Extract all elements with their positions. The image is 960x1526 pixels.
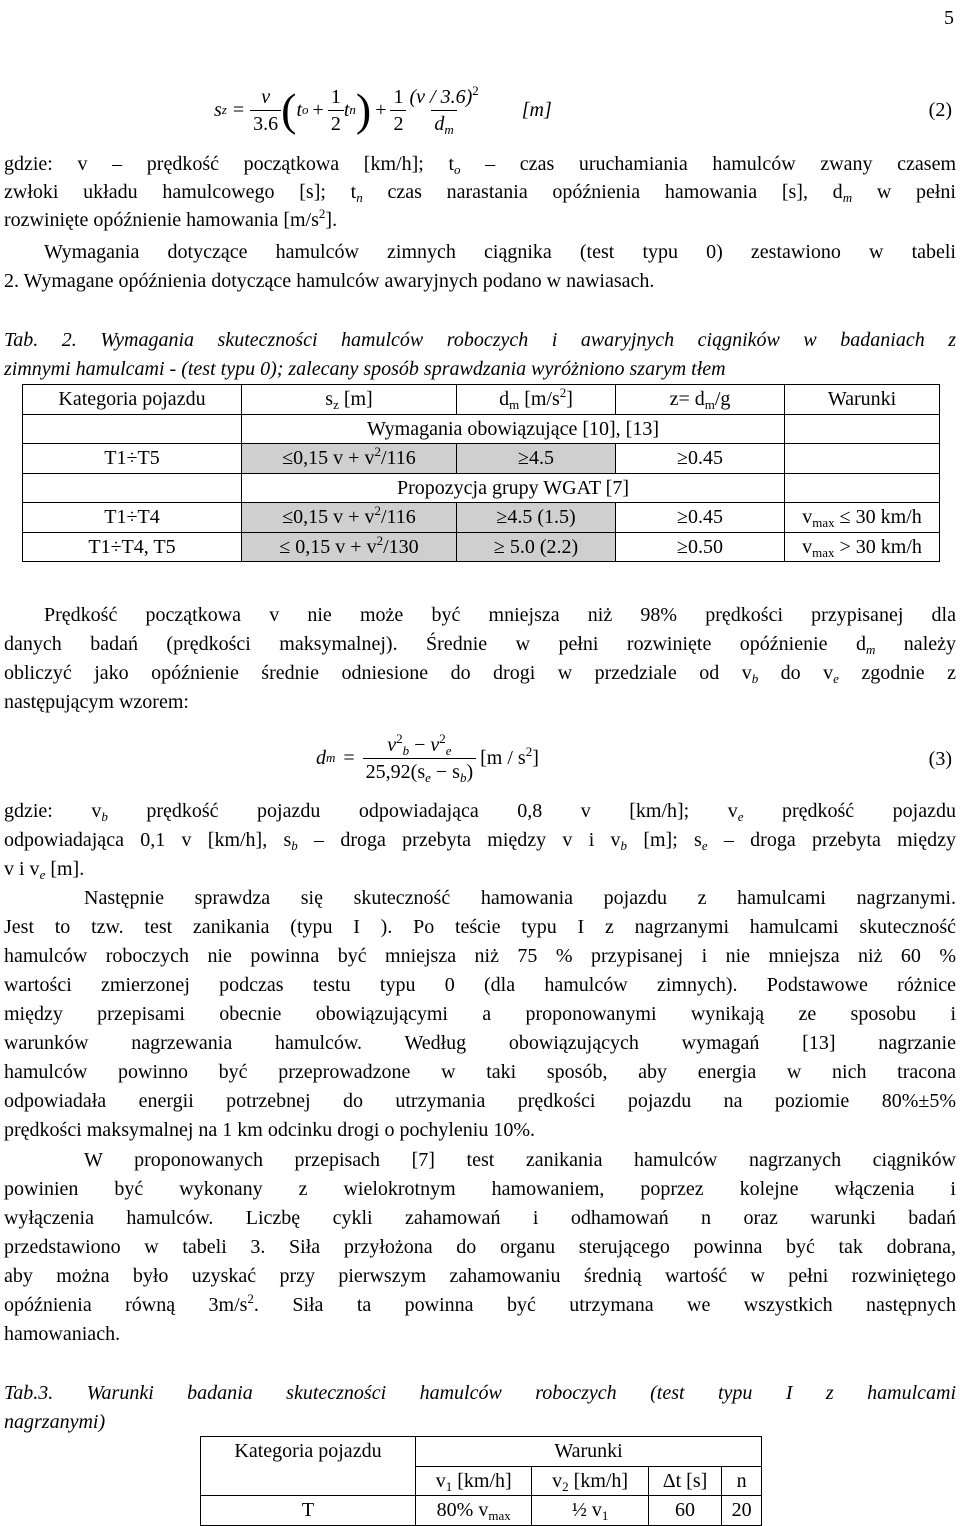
tab3-caption-line-2: nagrzanymi) <box>4 1411 106 1433</box>
para-5-line-8: odpowiadała energii potrzebnej do utrzymania prędkości pojazdu na poziomie 80%±5% <box>4 1090 956 1112</box>
tab3-cell-category: T <box>201 1496 416 1526</box>
tab2-header-conditions: Warunki <box>785 385 940 415</box>
para-5-line-1: Następnie sprawdza się skuteczność hamowania pojazdu z hamulcami nagrzanymi. <box>84 887 956 909</box>
tab2-cell-dm: ≥ 5.0 (2.2) <box>457 532 616 562</box>
eq3-fraction: $\frac{v^2_b - v^2_e}{25,92(s_e - s_b)}$ <box>363 732 476 785</box>
eq2-half-1: $\frac{1}{2}$ <box>328 84 344 137</box>
tab2-cell-conditions <box>785 444 940 474</box>
para-6-line-6: opóźnienia równą $3m/s^2$. Siła ta powinna być utrzymana we wszystkich następnych <box>4 1291 956 1316</box>
eq2-unit: [m] <box>521 98 552 121</box>
table-2 <box>22 384 940 562</box>
para-5-line-6: warunków nagrzewania hamulców. Według obowiązujących wymagań [13] nagrzanie <box>4 1032 956 1054</box>
eq2-fraction-d: $\frac{(v / 3.6)^2}{d_m}$ <box>409 82 479 137</box>
para-4-line-3: v i $v_e$ [m]. <box>4 858 85 882</box>
para-6-line-3: wyłączenia hamulców. Liczbę cykli zahamowań i odhamowań n oraz warunki badań <box>4 1207 956 1229</box>
para-3-line-3: obliczyć jako opóźnienie średnie odniesione do drogi w przedziale od $v_b$ do $v_e$ zgodnie z <box>4 662 957 686</box>
table-row <box>201 1437 762 1467</box>
tab3-header-dt: Δt [s] <box>648 1466 721 1496</box>
tab2-header-dm: $d_m$ $[m/s^2]$ <box>457 385 616 415</box>
tab2-cell-dm: ≥4.5 <box>457 444 616 474</box>
para-5-line-7: hamulców powinno być przeprowadzone w taki sposób, aby energia w nich tracona <box>4 1061 956 1083</box>
tab2-cell-z: ≥0.45 <box>616 444 785 474</box>
tab3-cell-v2: ½ $v_1$ <box>532 1496 648 1526</box>
para-3-line-1: Prędkość początkowa v nie może być mniejsza niż 98% prędkości przypisanej dla <box>44 604 956 626</box>
tab2-header-category: Kategoria pojazdu <box>23 385 242 415</box>
para-4-line-1: gdzie: $v_b$ prędkość pojazdu odpowiadająca 0,8 v [km/h]; $v_e$ prędkość pojazdu <box>4 800 956 824</box>
para-1-line-1: gdzie: v – prędkość początkowa [km/h]; $t_o$ – czas uruchamiania hamulców zwany czasem <box>4 153 957 177</box>
table-row <box>201 1466 762 1496</box>
tab2-cell-z: ≥0.50 <box>616 532 785 562</box>
table-row <box>23 385 940 415</box>
para-1-line-3: rozwinięte opóźnienie hamowania $[m/s^2]$. <box>4 206 338 231</box>
equation-2: s z = $\frac{v}{3.6}$ ( t o + $\frac{1}{2}$ t n ) + $\frac{1}{2}$ $\frac{(v / 3.6)^2}{d_m}$ [m] <box>214 82 552 137</box>
para-6-line-5: aby można było uzyskać przy pierwszym zahamowaniu średnią wartość w pełni rozwiniętego <box>4 1265 956 1287</box>
para-5-line-3: hamulców roboczych nie powinna być mniejsza niż 75 % przypisanej i nie mniejsza niż 60 % <box>4 945 956 967</box>
tab2-cell-sz: ≤ 0,15 $v + v^2/130$ <box>242 532 457 562</box>
para-5-line-5: między przepisami obecnie obowiązującymi a proponowanymi wynikają ze sposobu i <box>4 1003 956 1025</box>
para-3-line-4: następującym wzorem: <box>4 691 189 713</box>
tab2-cell-dm: ≥4.5 (1.5) <box>457 503 616 533</box>
page-number: 5 <box>944 7 954 29</box>
tab2-section-current: Wymagania obowiązujące [10], [13] <box>242 414 785 444</box>
para-6-line-1: W proponowanych przepisach [7] test zanikania hamulców nagrzanych ciągników <box>84 1149 956 1171</box>
para-5-line-4: wartości zmierzonej podczas testu typu 0 (dla hamulców zimnych). Podstawowe różnice <box>4 974 956 996</box>
para-5-line-9: prędkości maksymalnej na 1 km odcinku drogi o pochyleniu 10%. <box>4 1119 536 1141</box>
eq3-unit: $[m / s^2]$ <box>480 743 539 769</box>
equation-3: d m = $\frac{v^2_b - v^2_e}{25,92(s_e - s_b)}$ $[m / s^2]$ <box>316 730 539 785</box>
table-row <box>23 503 940 533</box>
tab3-cell-v1: 80% $v_{max}$ <box>416 1496 532 1526</box>
tab2-cell-z: ≥0.45 <box>616 503 785 533</box>
tab2-section-proposal: Propozycja grupy WGAT [7] <box>242 473 785 503</box>
tab3-header-v2: $v_2$ [km/h] <box>532 1466 648 1496</box>
para-4-line-2: odpowiadająca 0,1 v [km/h], $s_b$ – droga przebyta między v i $v_b$ [m]; $s_e$ – droga przebyta między <box>4 829 956 853</box>
table-row <box>201 1496 762 1526</box>
tab3-header-n: n <box>722 1466 762 1496</box>
tab3-cell-dt: 60 <box>648 1496 721 1526</box>
table-row <box>23 473 940 503</box>
tab2-cell-conditions: $v_{max} \le 30$ km/h <box>785 503 940 533</box>
para-5-line-2: Jest to tzw. test zanikania (typu I ). Po teście typu I z nagrzanymi hamulcami skuteczność <box>4 916 956 938</box>
tab3-header-category: Kategoria pojazdu <box>201 1437 416 1467</box>
eq2-lhs: s <box>214 98 222 121</box>
tab2-cell-conditions: $v_{max} > 30$ km/h <box>785 532 940 562</box>
table-row <box>23 444 940 474</box>
tab2-caption-line-2: zimnymi hamulcami - (test typu 0); zalecany sposób sprawdzania wyróżniono szarym tłem <box>4 358 726 380</box>
eq3-number: (3) <box>928 748 952 770</box>
eq2-number: (2) <box>928 99 952 121</box>
tab2-cell-category: T1÷T4 <box>23 503 242 533</box>
table-row <box>23 414 940 444</box>
tab2-header-sz: $s_z$ [m] <box>242 385 457 415</box>
eq2-half-2: $\frac{1}{2}$ <box>390 84 406 137</box>
tab2-caption-line-1: Tab. 2. Wymagania skuteczności hamulców roboczych i awaryjnych ciągników w badaniach z <box>4 329 956 351</box>
tab3-caption-line-1: Tab.3. Warunki badania skuteczności hamulców roboczych (test typu I z hamulcami <box>4 1382 956 1404</box>
para-1-line-2: zwłoki układu hamulcowego [s]; $t_n$ czas narastania opóźnienia hamowania [s], $d_m$ w pełni <box>4 181 956 205</box>
tab3-cell-n: 20 <box>722 1496 762 1526</box>
tab2-cell-sz: ≤0,15 $v + v^2/116$ <box>242 444 457 474</box>
para-6-line-4: przedstawiono w tabeli 3. Siła przyłożona do organu sterującego powinna być tak dobrana, <box>4 1236 956 1258</box>
para-6-line-2: powinien być wykonany z wielokrotnym hamowaniem, poprzez kolejne włączenia i <box>4 1178 956 1200</box>
table-3 <box>200 1436 762 1526</box>
tab3-header-v1: $v_1$ [km/h] <box>416 1466 532 1496</box>
tab2-cell-category: T1÷T5 <box>23 444 242 474</box>
tab2-cell-category: T1÷T4, T5 <box>23 532 242 562</box>
para-2-line-1: Wymagania dotyczące hamulców zimnych ciągnika (test typu 0) zestawiono w tabeli <box>44 241 956 263</box>
tab2-cell-sz: ≤0,15 $v + v^2/116$ <box>242 503 457 533</box>
tab3-header-conditions: Warunki <box>416 1437 762 1467</box>
para-2-line-2: 2. Wymagane opóźnienia dotyczące hamulców awaryjnych podano w nawiasach. <box>4 270 655 292</box>
table-row <box>23 532 940 562</box>
tab2-header-z: $z= d_m/g$ <box>616 385 785 415</box>
eq2-fraction-v: $\frac{v}{3.6}$ <box>250 84 281 137</box>
para-6-line-7: hamowaniach. <box>4 1323 121 1345</box>
para-3-line-2: danych badań (prędkości maksymalnej). Średnie w pełni rozwinięte opóźnienie $d_m$ należy <box>4 633 956 657</box>
